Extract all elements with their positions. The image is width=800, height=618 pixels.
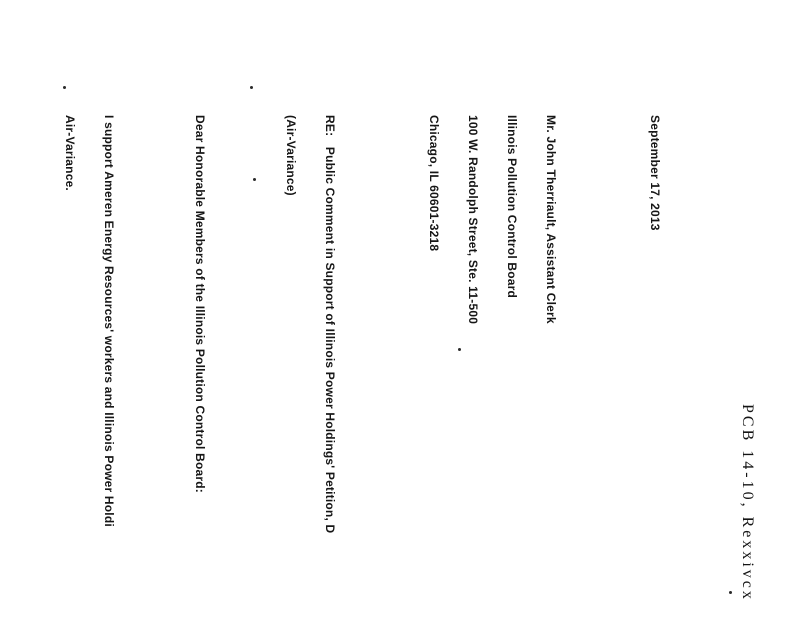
date-line: September 17, 2013 (648, 115, 662, 231)
spacer (596, 115, 622, 543)
docket-stamp: PCB 14-10, Rexxivcx (739, 404, 756, 602)
body-line: Air-Variance. (63, 115, 77, 191)
recipient-city-line: Chicago, IL 60601-3218 (427, 115, 441, 252)
recipient-street-line: 100 W. Randolph Street, Ste. 11-500 (466, 115, 480, 325)
recipient-org-line: Illinois Pollution Control Board (505, 115, 519, 299)
scan-speck (729, 591, 732, 594)
subject-line-2: (Air-Variance) (284, 115, 298, 196)
scan-speck (63, 86, 66, 89)
salutation-line: Dear Honorable Members of the Illinois Pollution Control Board: (193, 115, 207, 493)
spacer (375, 115, 401, 543)
recipient-name-line: Mr. John Therriault, Assistant Clerk (544, 115, 558, 324)
scan-speck (253, 178, 256, 181)
body-line: I support Ameren Energy Resources' workers and Illinois Power Holdi (102, 115, 116, 527)
scan-speck (250, 86, 253, 89)
spacer (154, 115, 167, 543)
spacer (245, 115, 258, 543)
scan-speck (458, 348, 461, 351)
spacer (24, 115, 37, 543)
subject-line: RE: Public Comment in Support of Illinois Power Holdings' Petition, D (323, 115, 337, 534)
letter-content (0, 115, 700, 543)
